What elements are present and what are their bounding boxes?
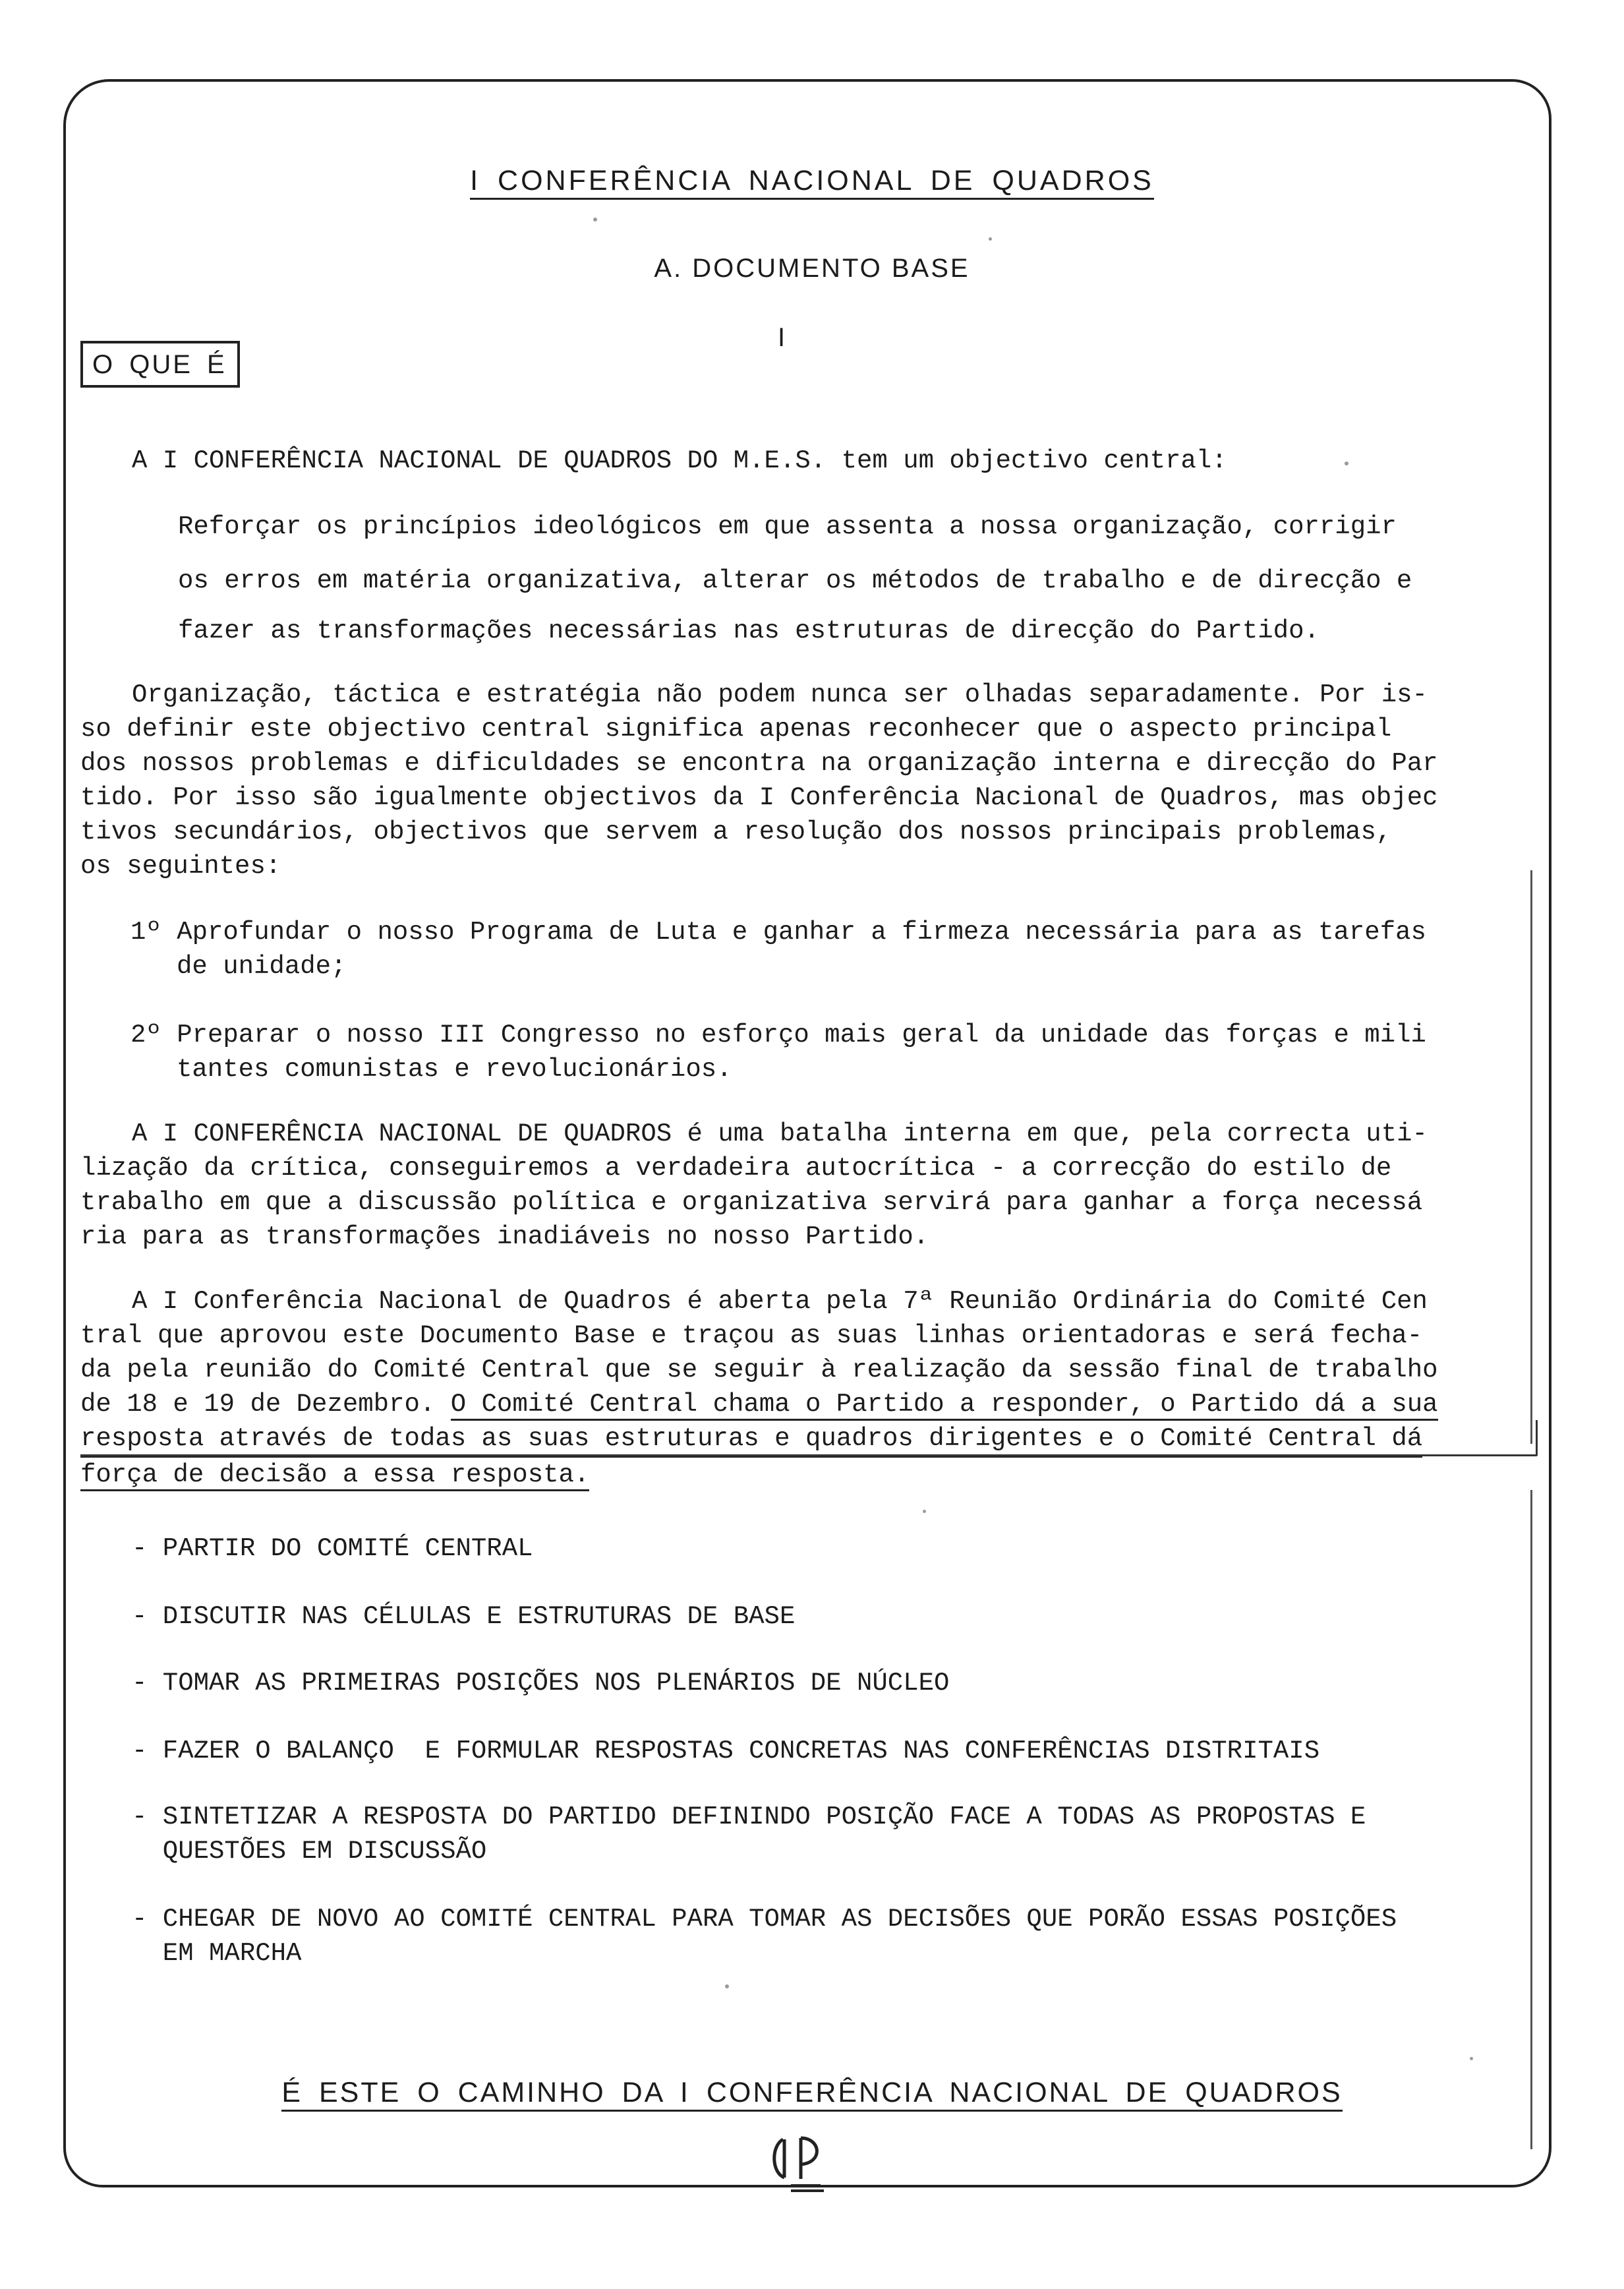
section-label: O QUE É — [80, 341, 240, 388]
step-item — [132, 1531, 533, 1566]
document-subtitle: A. DOCUMENTO BASE — [654, 254, 970, 283]
paragraph-line: os seguintes: — [80, 852, 281, 881]
stamp-mark-icon — [765, 2126, 837, 2199]
step-text: - FAZER O BALANÇO E FORMULAR RESPOSTAS CONCRETAS NAS CONFERÊNCIAS DISTRITAIS — [132, 1737, 1320, 1766]
objective-item-2 — [130, 1018, 1426, 1086]
emphasis-text: O Comité Central chama o Partido a responder, o Partido dá a sua — [451, 1390, 1438, 1421]
step-item — [132, 1666, 949, 1700]
paragraph-line: tivos secundários, objectivos que servem a resolução dos nossos principais problemas, — [80, 818, 1392, 847]
step-text: - CHEGAR DE NOVO AO COMITÉ CENTRAL PARA TOMAR AS DECISÕES QUE PORÃO ESSAS POSIÇÕES — [132, 1905, 1397, 1934]
paragraph-line: A I CONFERÊNCIA NACIONAL DE QUADROS é uma batalha interna em que, pela correcta uti- — [132, 1119, 1428, 1148]
emphasis-box-right — [1536, 1420, 1538, 1456]
paragraph-organization — [80, 678, 1438, 883]
objective-number: 2º — [130, 1021, 161, 1050]
paragraph-line: A I Conferência Nacional de Quadros é aberta pela 7ª Reunião Ordinária do Comité Cen — [132, 1287, 1428, 1316]
paragraph-line: tido. Por isso são igualmente objectivos da I Conferência Nacional de Quadros, mas objec — [80, 783, 1438, 812]
margin-line — [1530, 1490, 1532, 2149]
closing-statement — [0, 2077, 1624, 2109]
step-item — [132, 1734, 1320, 1768]
document-title-text: I CONFERÊNCIA NACIONAL DE QUADROS — [470, 165, 1154, 200]
emphasis-text: força de decisão a essa resposta. — [80, 1460, 589, 1491]
intro-line: A I CONFERÊNCIA NACIONAL DE QUADROS DO M.E.S. tem um objectivo central: — [132, 446, 1227, 475]
paragraph-line: so definir este objectivo central significa apenas reconhecer que o aspecto principal — [80, 715, 1392, 744]
scan-speck — [923, 1510, 926, 1513]
paragraph-line: dos nossos problemas e dificuldades se encontra na organização interna e direcção do Par — [80, 749, 1438, 778]
objective-text: Preparar o nosso III Congresso no esforço mais geral da unidade das forças e mili — [177, 1021, 1426, 1050]
scan-speck — [725, 1984, 729, 1988]
step-text: QUESTÕES EM DISCUSSÃO — [132, 1837, 487, 1866]
paragraph-line: trabalho em que a discussão política e organizativa servirá para ganhar a força necessá — [80, 1188, 1423, 1217]
step-text: - PARTIR DO COMITÉ CENTRAL — [132, 1534, 533, 1563]
closing-statement-text: É ESTE O CAMINHO DA I CONFERÊNCIA NACIONAL DE QUADROS — [281, 2077, 1342, 2112]
part-number: I — [778, 323, 786, 352]
paragraph-line: lização da crítica, conseguiremos a verdadeira autocrítica - a correcção do estilo de — [80, 1154, 1392, 1183]
paragraph-line: ria para as transformações inadiáveis no nosso Partido. — [80, 1222, 929, 1251]
scan-speck — [593, 218, 597, 222]
emphasis-text: resposta através de todas as suas estruturas e quadros dirigentes e o Comité Central dá — [80, 1421, 1422, 1458]
step-text: - SINTETIZAR A RESPOSTA DO PARTIDO DEFININDO POSIÇÃO FACE A TODAS AS PROPOSTAS E — [132, 1802, 1366, 1831]
objective-number: 1º — [130, 918, 161, 947]
paragraph-line: Organização, táctica e estratégia não podem nunca ser olhadas separadamente. Por is- — [132, 680, 1428, 709]
paragraph-line: da pela reunião do Comité Central que se seguir à realização da sessão final de trabalho — [80, 1355, 1438, 1384]
paragraph-line: de 18 e 19 de Dezembro. — [80, 1390, 451, 1419]
margin-line — [1530, 870, 1532, 1444]
scan-speck — [1470, 2057, 1473, 2060]
scan-speck — [1345, 461, 1348, 465]
objective-text: Aprofundar o nosso Programa de Luta e ganhar a firmeza necessária para as tarefas — [177, 918, 1426, 947]
objective-text: de unidade; — [177, 952, 347, 981]
step-text: - TOMAR AS PRIMEIRAS POSIÇÕES NOS PLENÁRIOS DE NÚCLEO — [132, 1669, 950, 1698]
step-text: EM MARCHA — [132, 1939, 302, 1968]
step-item — [132, 1800, 1366, 1868]
objective-text: tantes comunistas e revolucionários. — [177, 1055, 732, 1084]
document-title — [0, 165, 1624, 197]
paragraph-battle — [80, 1117, 1428, 1254]
scan-speck — [989, 237, 992, 241]
step-text: - DISCUTIR NAS CÉLULAS E ESTRUTURAS DE BASE — [132, 1602, 796, 1631]
step-item — [132, 1599, 795, 1634]
step-item — [132, 1902, 1397, 1971]
paragraph-conference — [80, 1284, 1438, 1492]
paragraph-line: tral que aprovou este Documento Base e traçou as suas linhas orientadoras e será fecha- — [80, 1321, 1423, 1350]
objective-line-3: fazer as transformações necessárias nas estruturas de direcção do Partido. — [178, 616, 1320, 645]
objective-line-1: Reforçar os princípios ideológicos em que assenta a nossa organização, corrigir — [178, 512, 1397, 541]
objective-line-2: os erros em matéria organizativa, alterar os métodos de trabalho e de direcção e — [178, 566, 1412, 595]
emphasis-box-top — [80, 1454, 1537, 1456]
objective-item-1 — [130, 915, 1426, 984]
